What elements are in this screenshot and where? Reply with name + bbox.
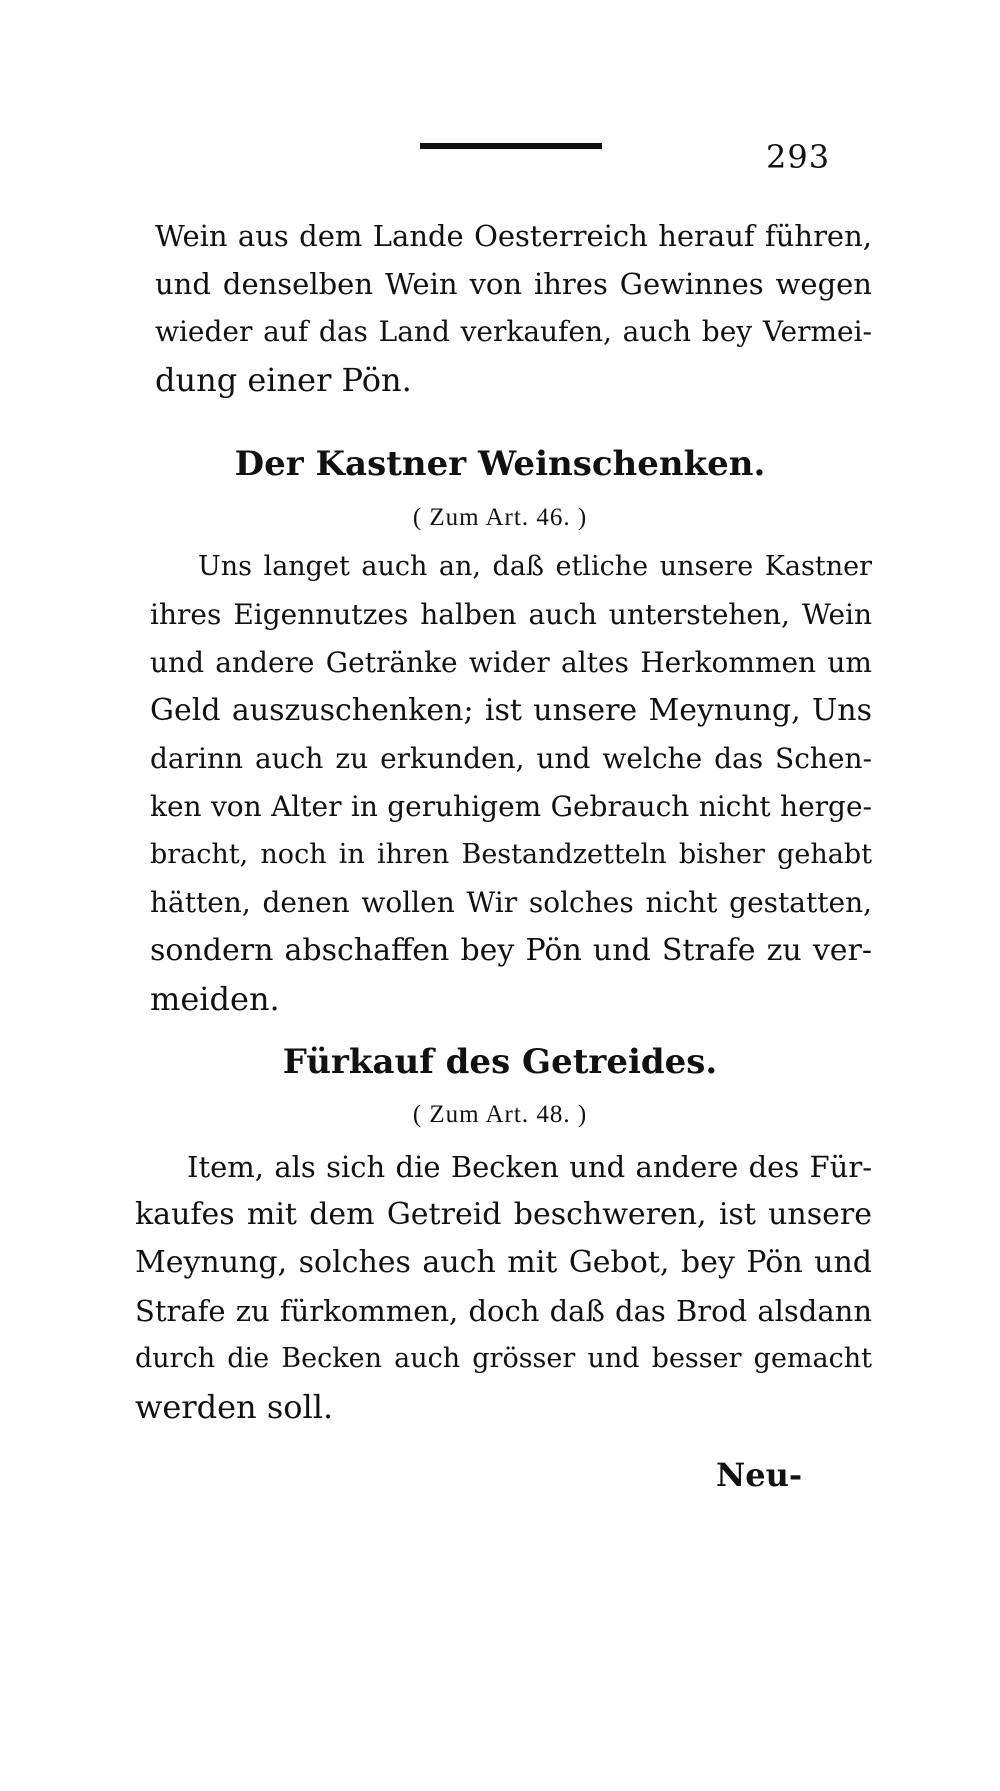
text-line: darinn auch zu erkunden, und welche das Schen-	[150, 742, 872, 775]
text-line: meiden.	[150, 980, 280, 1018]
text-line: ihres Eigennutzes halben auch unterstehen, Wein	[150, 598, 872, 631]
text-line: durch die Becken auch grösser und besser gemacht	[135, 1343, 872, 1374]
text-line: Uns langet auch an, daß etliche unsere Kastner	[198, 551, 872, 582]
section-heading-kastner: Der Kastner Weinschenken.	[234, 444, 766, 484]
article-reference-46: ( Zum Art. 46. )	[412, 504, 588, 531]
paragraph-kastner	[150, 543, 872, 1023]
catchword: Neu-	[716, 1456, 803, 1494]
text-line: dung einer Pön.	[155, 361, 412, 399]
text-line: Wein aus dem Lande Oesterreich herauf führen,	[155, 219, 872, 253]
text-line: und andere Getränke wider altes Herkommen um	[150, 646, 872, 679]
text-line: Geld auszuschenken; ist unsere Meynung, Uns	[150, 693, 872, 728]
paragraph-continued	[155, 212, 872, 404]
section-heading-fuerkauf: Fürkauf des Getreides.	[282, 1042, 718, 1082]
text-line: und denselben Wein von ihres Gewinnes wegen	[155, 267, 872, 301]
text-line: bracht, noch in ihren Bestandzetteln bisher gehabt	[150, 839, 872, 870]
text-line: Meynung, solches auch mit Gebot, bey Pön und	[135, 1245, 872, 1280]
paragraph-fuerkauf	[135, 1143, 872, 1431]
text-line: werden soll.	[135, 1388, 334, 1426]
text-line: Item, als sich die Becken und andere des Für-	[187, 1150, 872, 1184]
text-line: ken von Alter in geruhigem Gebrauch nicht herge-	[150, 790, 872, 823]
article-reference-48: ( Zum Art. 48. )	[412, 1101, 588, 1128]
page-number: 293	[766, 138, 831, 176]
text-line: wieder auf das Land verkaufen, auch bey Vermei-	[155, 315, 872, 348]
text-line: sondern abschaffen bey Pön und Strafe zu ver-	[150, 933, 872, 968]
header-rule	[420, 143, 602, 149]
text-line: hätten, denen wollen Wir solches nicht gestatten,	[150, 886, 872, 919]
text-line: Strafe zu fürkommen, doch daß das Brod alsdann	[135, 1294, 872, 1328]
text-line: kaufes mit dem Getreid beschweren, ist unsere	[135, 1197, 872, 1232]
